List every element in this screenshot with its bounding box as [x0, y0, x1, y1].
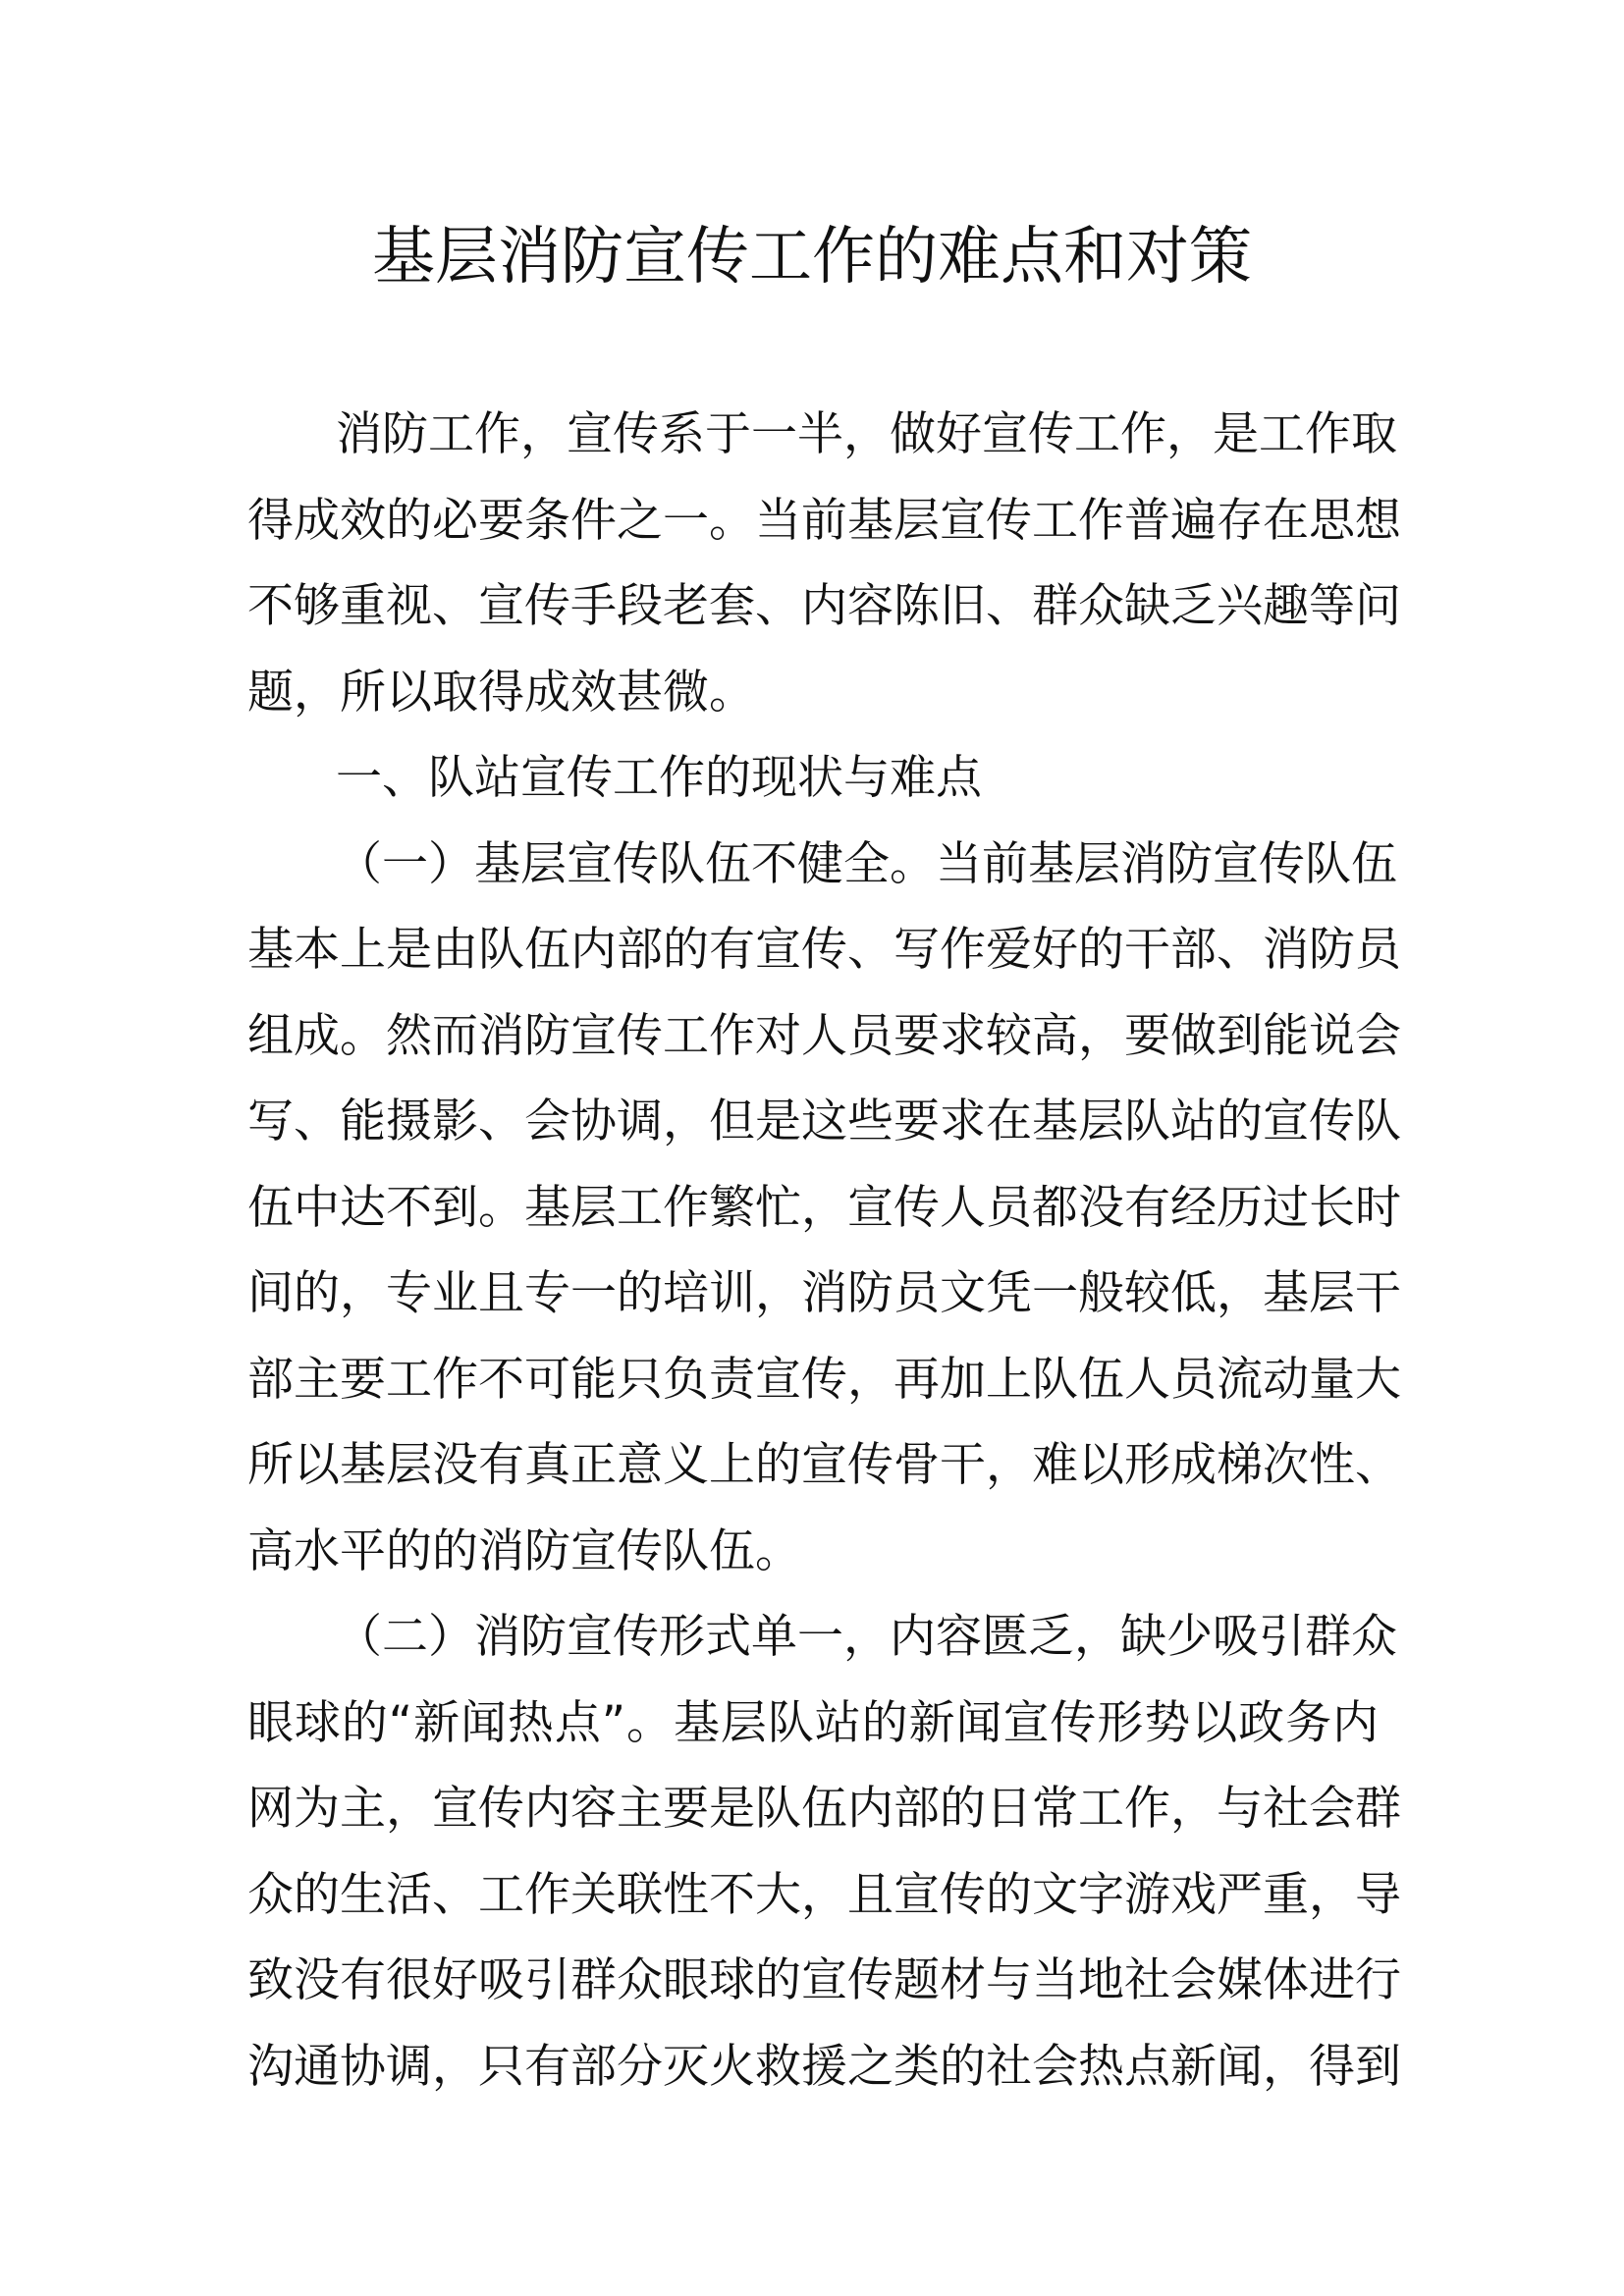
paragraph-line: 写、能摄影、会协调，但是这些要求在基层队站的宣传队	[247, 1095, 1401, 1148]
paragraph-line: 基本上是由队伍内部的有宣传、写作爱好的干部、消防员	[247, 923, 1401, 977]
document-body	[247, 392, 1401, 2109]
section-heading: 一、队站宣传工作的现状与难点	[336, 751, 982, 805]
paragraph-line: 得成效的必要条件之一。当前基层宣传工作普遍存在思想	[247, 493, 1401, 548]
paragraph-line: 沟通协调，只有部分灭火救援之类的社会热点新闻，得到	[247, 2039, 1401, 2094]
paragraph-line: 组成。然而消防宣传工作对人员要求较高，要做到能说会	[247, 1008, 1401, 1063]
paragraph-line: 致没有很好吸引群众眼球的宣传题材与当地社会媒体进行	[247, 1953, 1401, 2007]
paragraph-line: 伍中达不到。基层工作繁忙，宣传人员都没有经历过长时	[247, 1180, 1401, 1235]
paragraph-line: （二）消防宣传形式单一，内容匮乏，缺少吸引群众	[336, 1610, 1397, 1664]
paragraph-line: 高水平的的消防宣传队伍。	[247, 1523, 801, 1578]
paragraph-line: 不够重视、宣传手段老套、内容陈旧、群众缺乏兴趣等问	[247, 579, 1401, 633]
paragraph-line: 部主要工作不可能只负责宣传，再加上队伍人员流动量大	[247, 1352, 1401, 1407]
paragraph-line: 众的生活、工作关联性不大，且宣传的文字游戏严重，导	[247, 1867, 1401, 1922]
paragraph-line: （一）基层宣传队伍不健全。当前基层消防宣传队伍	[336, 836, 1397, 891]
paragraph-line: 题，所以取得成效甚微。	[247, 665, 755, 720]
paragraph-line: 网为主，宣传内容主要是队伍内部的日常工作，与社会群	[247, 1782, 1401, 1836]
paragraph-line: 消防工作，宣传系于一半，做好宣传工作，是工作取	[336, 407, 1397, 461]
document-title: 基层消防宣传工作的难点和对策	[372, 221, 1252, 294]
paragraph-line: 所以基层没有真正意义上的宣传骨干，难以形成梯次性、	[247, 1438, 1401, 1492]
paragraph-line: 眼球的“新闻热点”。基层队站的新闻宣传形势以政务内	[247, 1695, 1379, 1750]
paragraph-line: 间的，专业且专一的培训，消防员文凭一般较低，基层干	[247, 1266, 1401, 1320]
